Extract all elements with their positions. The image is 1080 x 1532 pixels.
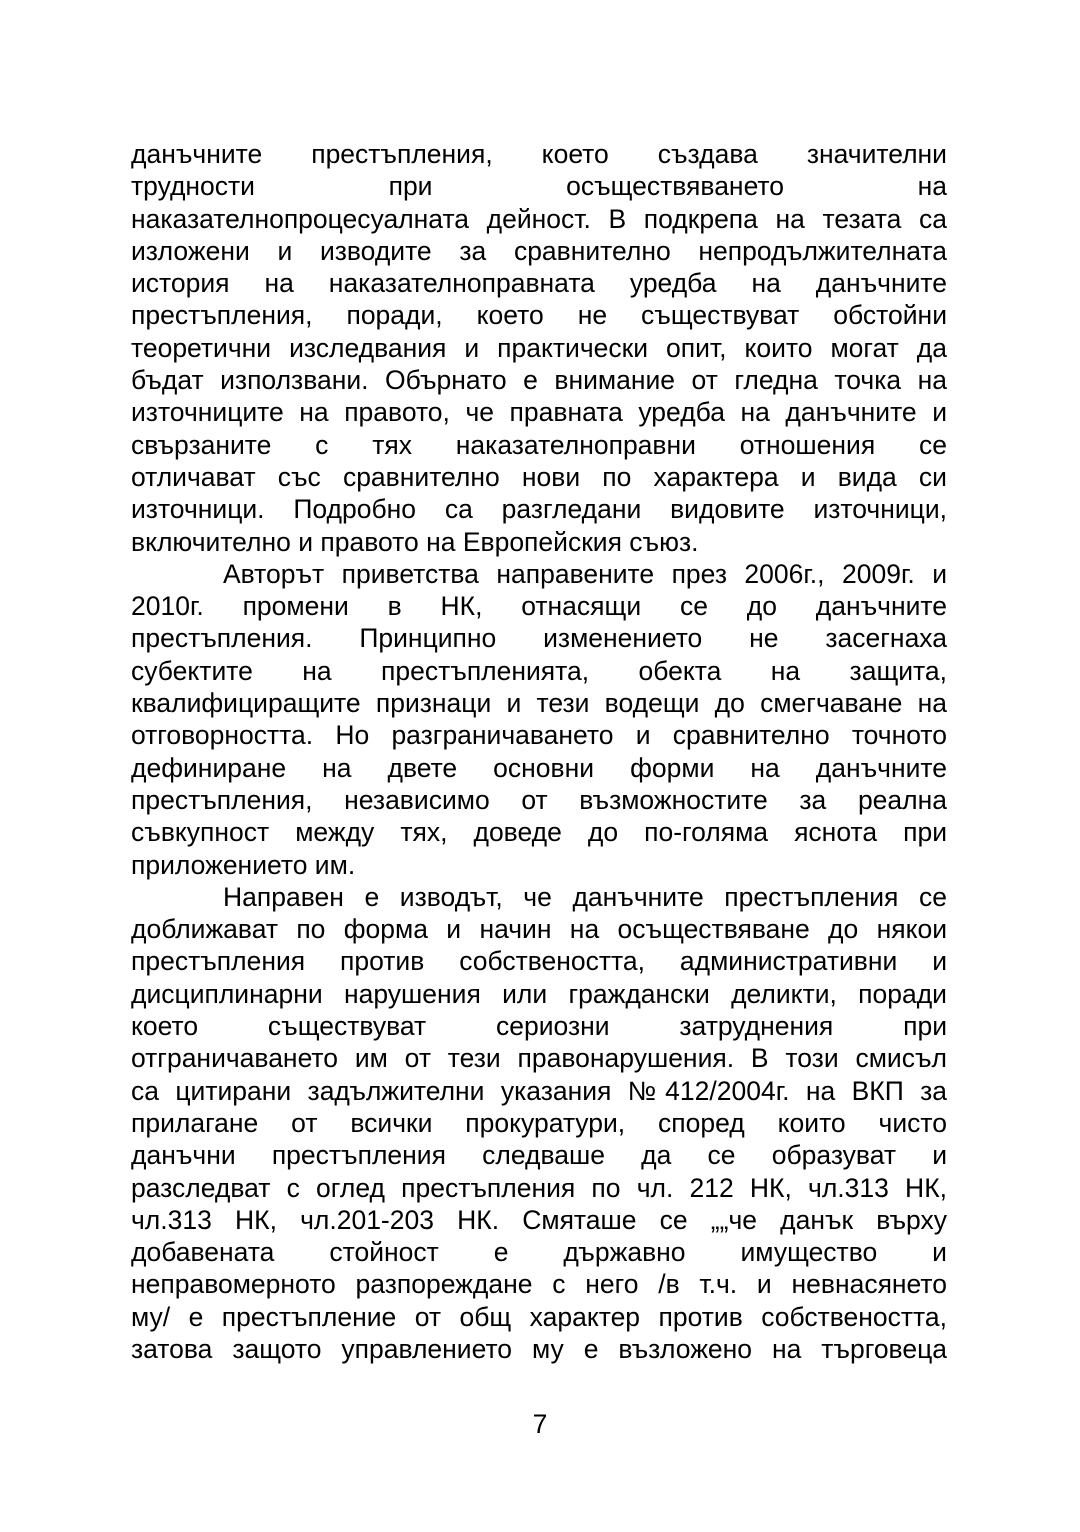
text-line: история на наказателноправната уредба на данъчните	[131, 268, 947, 299]
text-line: отграничаването им от тези правонарушения. В този смисъл	[131, 1043, 947, 1074]
text-line: престъпления, независимо от възможностите за реална	[131, 784, 947, 815]
text-line: отличават със сравнително нови по характера и вида си	[131, 461, 947, 492]
text-line: източници. Подробно са разгледани видовите източници,	[131, 494, 947, 525]
paragraph-3	[131, 881, 947, 1365]
text-line: дисциплинарни нарушения или граждански деликти, поради	[131, 978, 947, 1009]
text-line: престъпления. Принципно изменението не засегнаха	[131, 623, 947, 654]
text-line: което съществуват сериозни затруднения при	[131, 1011, 947, 1042]
text-line: свързаните с тях наказателноправни отношения се	[131, 429, 947, 460]
text-line: 2010г. промени в НК, отнасящи се до данъчните	[131, 591, 947, 622]
text-line: прилагане от всички прокуратури, според които чисто	[131, 1107, 947, 1138]
text-line: данъчни престъпления следваше да се образуват и	[131, 1140, 947, 1171]
text-line: престъпления, поради, което не съществуват обстойни	[131, 300, 947, 331]
text-line: доближават по форма и начин на осъществяване до някои	[131, 914, 947, 945]
text-line: разследват с оглед престъпления по чл. 212 НК, чл.313 НК,	[131, 1172, 947, 1203]
body-text	[131, 138, 947, 1365]
text-line: източниците на правото, че правната уредба на данъчните и	[131, 397, 947, 428]
text-line: изложени и изводите за сравнително непродължителната	[131, 235, 947, 266]
text-line: бъдат използвани. Обърнато е внимание от гледна точка на	[131, 365, 947, 396]
text-line: му/ е престъпление от общ характер против собствеността,	[131, 1301, 947, 1332]
text-line: Направен е изводът, че данъчните престъпления се	[223, 881, 947, 912]
text-line: затова защото управлението му е възложено на търговеца	[131, 1333, 947, 1364]
text-line: наказателнопроцесуалната дейност. В подкрепа на тезата са	[131, 203, 947, 234]
text-line: съвкупност между тях, доведе до по-голяма яснота при	[131, 817, 947, 848]
text-line: субектите на престъпленията, обекта на защита,	[131, 655, 947, 686]
text-line: трудности при осъществяването на	[131, 171, 947, 202]
paragraph-1	[131, 138, 947, 558]
text-line: отговорността. Но разграничаването и сравнително точното	[131, 720, 947, 751]
text-line: включително и правото на Европейския съюз.	[131, 526, 699, 557]
text-line: са цитирани задължителни указания №412/2004г. на ВКП за	[131, 1075, 947, 1106]
text-line: добавената стойност е държавно имущество и	[131, 1237, 947, 1268]
text-line: Авторът приветства направените през 2006г., 2009г. и	[223, 558, 947, 589]
text-line: дефиниране на двете основни форми на данъчните	[131, 752, 947, 783]
text-line: теоретични изследвания и практически опит, които могат да	[131, 332, 947, 363]
paragraph-2	[131, 558, 947, 881]
text-line: чл.313 НК, чл.201-203 НК. Смяташе се „„че данък върху	[131, 1204, 947, 1235]
text-line: квалифициращите признаци и тези водещи до смегчаване на	[131, 688, 947, 719]
text-line: престъпления против собствеността, административни и	[131, 946, 947, 977]
text-line: неправомерното разпореждане с него /в т.ч. и невнасянето	[131, 1269, 947, 1300]
text-line: данъчните престъпления, което създава значителни	[131, 139, 947, 169]
text-line: приложението им.	[131, 849, 356, 880]
page-number: 7	[532, 1409, 548, 1439]
